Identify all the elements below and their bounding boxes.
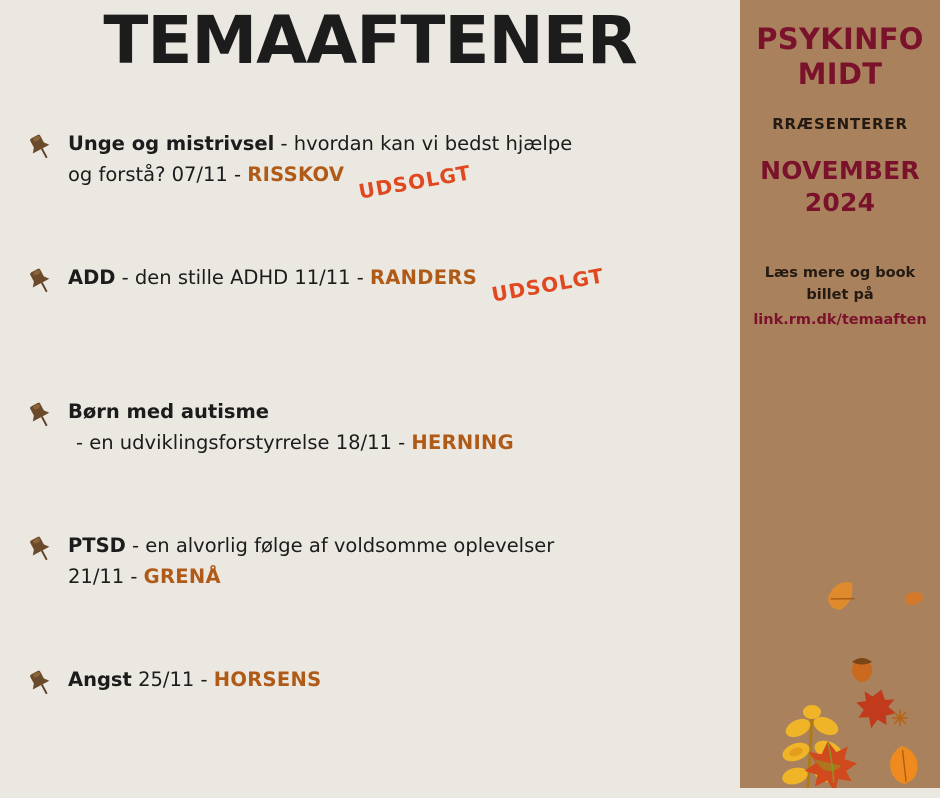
list-item[interactable] [0, 396, 740, 476]
sidebar [740, 0, 940, 788]
brand-name [740, 22, 940, 93]
event-line-2 [68, 427, 710, 458]
event-detail-2: - en udviklingsforstyrrelse 18/11 - [76, 431, 412, 454]
list-item[interactable] [0, 530, 740, 610]
event-detail: - en alvorlig følge af voldsomme oplevelser [125, 534, 555, 557]
event-city: GRENÅ [143, 565, 221, 588]
year-label: 2024 [804, 188, 876, 218]
event-title: Angst [68, 668, 132, 691]
pushpin-icon [26, 132, 56, 162]
event-line-2 [68, 561, 710, 592]
month-label: NOVEMBER [760, 155, 920, 185]
event-title: ADD [68, 266, 116, 289]
status-badge: UDSOLGT [489, 263, 606, 307]
brand-line-2: MIDT [797, 57, 883, 92]
event-title: PTSD [68, 534, 126, 557]
event-title: Unge og mistrivsel [68, 132, 275, 155]
list-item[interactable] [0, 128, 740, 208]
pushpin-icon [26, 534, 56, 564]
event-city: HORSENS [213, 668, 322, 691]
event-detail: - hvordan kan vi bedst hjælpe [274, 132, 573, 155]
event-line-2 [68, 159, 710, 204]
event-detail-2: og forstå? 07/11 - [68, 163, 248, 186]
event-line-1 [68, 530, 710, 561]
event-detail: - den stille ADHD 11/11 - [115, 266, 370, 289]
brand-line-1: PSYKINFO [756, 22, 924, 56]
autumn-leaves-decoration [740, 448, 940, 788]
pushpin-icon [26, 668, 56, 698]
event-list [0, 128, 740, 798]
booking-line-1: Læs mere og book [764, 264, 916, 281]
event-detail-2: 21/11 - [68, 565, 144, 588]
list-item[interactable] [0, 262, 740, 342]
event-title: Børn med autisme [68, 400, 270, 423]
event-line-1 [68, 128, 710, 159]
pushpin-icon [26, 400, 56, 430]
event-line-1 [68, 664, 710, 695]
event-city: HERNING [411, 431, 514, 454]
pushpin-icon [26, 266, 56, 296]
booking-info [740, 262, 940, 331]
booking-line-2: billet på [806, 287, 874, 304]
status-badge: UDSOLGT [356, 160, 474, 204]
page-title: TEMAAFTENER [103, 2, 637, 79]
list-item[interactable] [0, 664, 740, 744]
event-city: RANDERS [369, 266, 478, 289]
month-year [740, 155, 940, 220]
event-line-1 [68, 396, 710, 427]
event-detail: 25/11 - [131, 668, 214, 691]
presents-label: RRÆSENTERER [772, 114, 908, 133]
event-city: RISSKOV [247, 163, 345, 186]
event-line-1 [68, 262, 710, 307]
booking-link[interactable]: link.rm.dk/temaaften [753, 311, 927, 328]
